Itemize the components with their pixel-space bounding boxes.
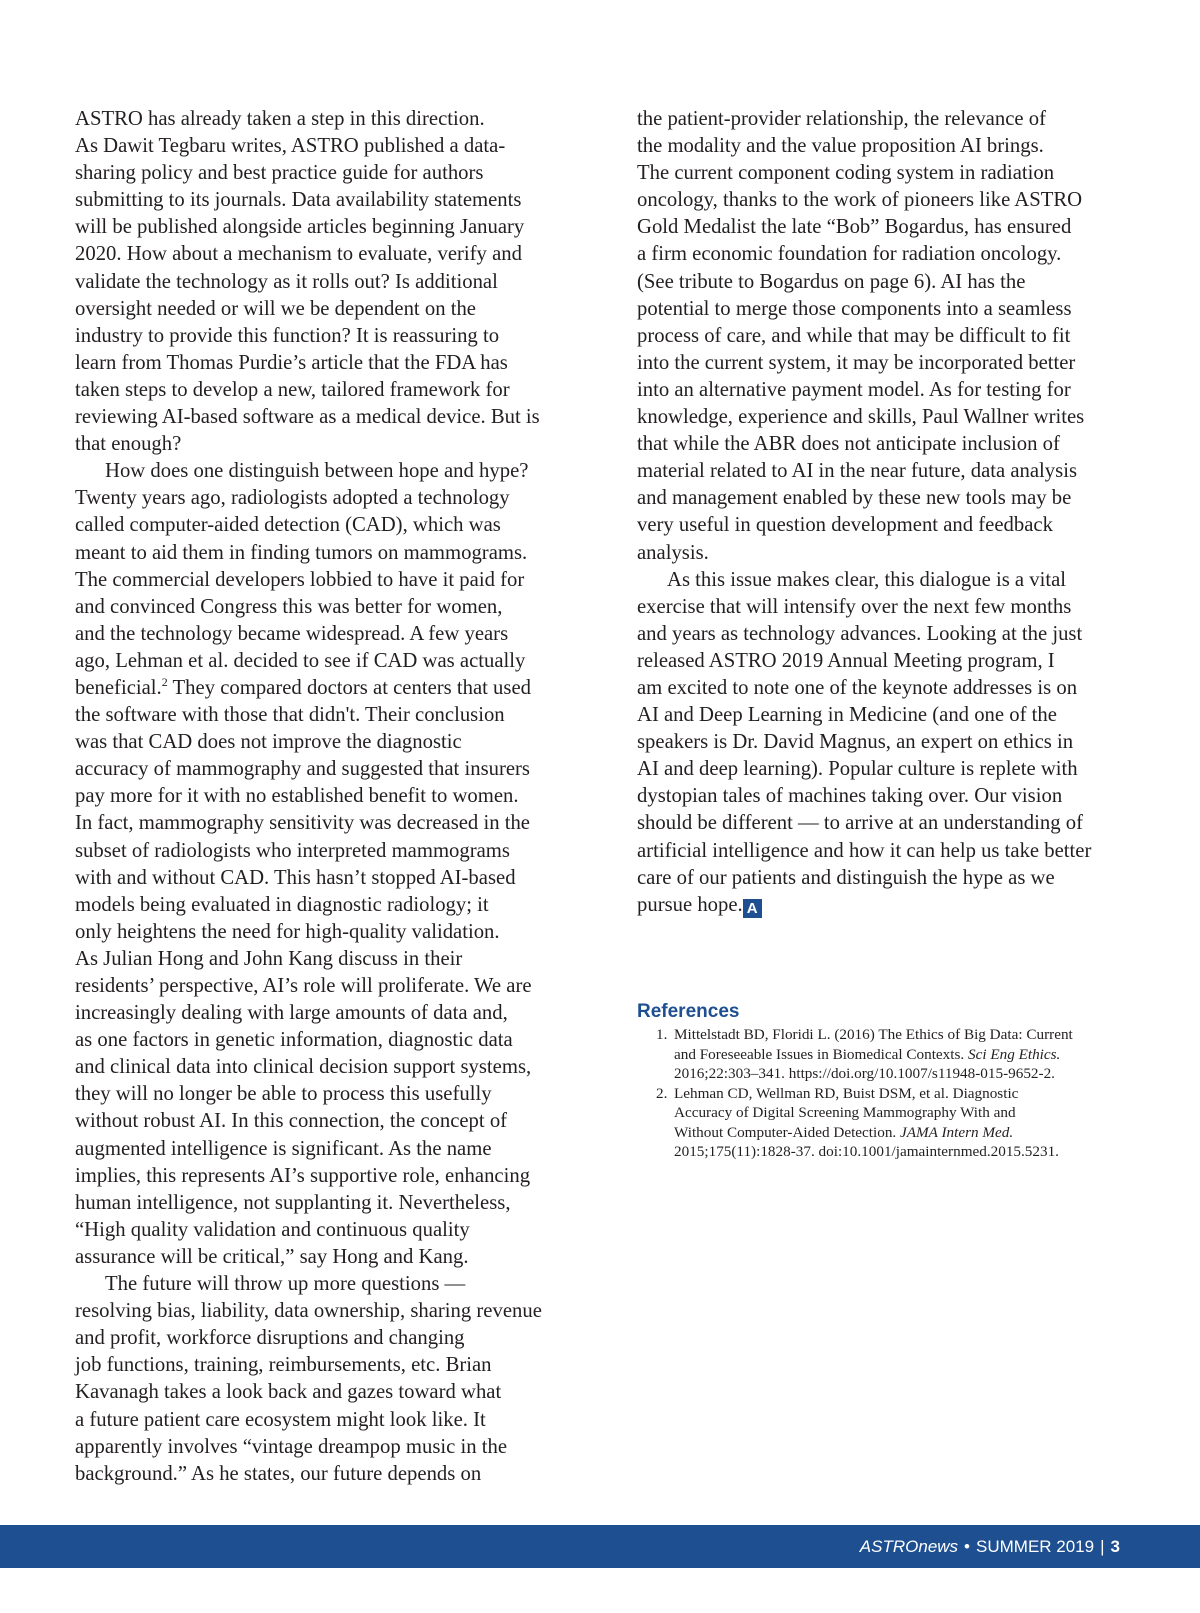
references-list xyxy=(637,1025,1137,1162)
footer-text xyxy=(860,1525,1120,1568)
left-column xyxy=(75,106,571,1488)
left-paragraph-3: The future will throw up more questions — resolving bias, liability, data ownership, sharing revenue and profit, workforce disruptions and changing job functions, training, reimbursements, etc. Brian Kavanagh takes a look back and gazes toward what a future patient care ecosystem might look like. It apparently involves “vintage dreampop music in the background.” As he states, our future depends on xyxy=(75,1273,542,1485)
right-paragraph-1: the patient-provider relationship, the relevance of the modality and the value proposition AI brings. The current component coding system in radiation oncology, thanks to the work of pioneers like ASTRO Gold Medalist the late “Bob” Bogardus, has ensured a firm economic foundation for radiation oncology. (See tribute to Bogardus on page 6). AI has the potential to merge those components into a seamless process of care, and while that may be difficult to fit into the current system, it may be incorporated better into an alternative payment model. As for testing for knowledge, experience and skills, Paul Wallner writes that while the ABR does not anticipate inclusion of material related to AI in the near future, data analysis and management enabled by these new tools may be very useful in question development and feedback analysis. xyxy=(637,108,1085,564)
footnote-line: beneficial.$^2$ They compared doctors at centers that used xyxy=(75,675,531,699)
page-number: 3 xyxy=(1110,1537,1120,1556)
reference-item: 1. Mittelstadt BD, Floridi L. (2016) The Ethics of Big Data: Current and Foreseeable Issues in Biomedical Contexts. Sci Eng Ethics. 2016;22:303–341. https://doi.org/10.1007/s11948-015-9652-2. xyxy=(656,1026,1073,1082)
footnote-reference-2: 2 xyxy=(161,675,168,690)
left-paragraph-2: How does one distinguish between hope and hype? Twenty years ago, radiologists adopted a technology called computer-aided detection (CAD), which was meant to aid them in finding tumors on mammograms. The commercial developers lobbied to have it paid for and convinced Congress this was better for women, and the technology became widespread. A few years ago, Lehman et al. decided to see if CAD was actually beneficial.$^2$ They compared doctors at centers that used the software with those that didn't. Their conclusion was that CAD does not improve the diagnostic accuracy of mammography and suggested that insurers pay more for it with no established benefit to women. In fact, mammography sensitivity was decreased in the subset of radiologists who interpreted mammograms with and without CAD. This hasn’t stopped AI-based models being evaluated in diagnostic radiology; it only heightens the need for high-quality validation. As Julian Hong and John Kang discuss in their residents’ perspective, AI’s role will proliferate. We are increasingly dealing with large amounts of data and, as one factors in genetic information, diagnostic data and clinical data into clinical decision support systems, they will no longer be able to process this usefully without robust AI. In this connection, the concept of augmented intelligence is significant. As the name implies, this represents AI’s supportive role, enhancing human intelligence, not supplanting it. Nevertheless, “High quality validation and continuous quality assurance will be critical,” say Hong and Kang. xyxy=(75,458,571,1271)
footer-divider: | xyxy=(1100,1537,1105,1556)
right-column xyxy=(637,106,1115,919)
publication-name: ASTROnews xyxy=(859,1537,959,1556)
closing-line: pursue hope. A xyxy=(637,892,1115,919)
issue-label: SUMMER 2019 xyxy=(976,1537,1095,1556)
left-paragraph-1: ASTRO has already taken a step in this direction. As Dawit Tegbaru writes, ASTRO published a data- sharing policy and best practice guide for authors submitting to its journals. Data availability statements will be published alongside articles beginning January 2020. How about a mechanism to evaluate, verify and validate the technology as it rolls out? Is additional oversight needed or will we be dependent on the industry to provide this function? It is reassuring to learn from Thomas Purdie’s article that the FDA has taken steps to develop a new, tailored framework for reviewing AI-based software as a medical device. But is that enough? xyxy=(75,108,540,456)
right-paragraph-2: As this issue makes clear, this dialogue is a vital exercise that will intensify over the next few months and years as technology advances. Looking at the just released ASTRO 2019 Annual Meeting program, I am excited to note one of the keynote addresses is on AI and Deep Learning in Medicine (and one of the speakers is Dr. David Magnus, an expert on ethics in AI and deep learning). Popular culture is replete with dystopian tales of machines taking over. Our vision should be different — to arrive at an understanding of artificial intelligence and how it can help us take better care of our patients and distinguish the hype as we pursue hope. A xyxy=(637,567,1115,919)
reference-item: 2. Lehman CD, Wellman RD, Buist DSM, et al. Diagnostic Accuracy of Digital Screening Mammography With and Without Computer-Aided Detection. JAMA Intern Med. 2015;175(11):1828-37. doi:10.1001/jamainternmed.2015.5231. xyxy=(656,1084,1059,1160)
astro-end-mark-icon: A xyxy=(743,899,762,918)
references-section xyxy=(637,1001,1137,1162)
footer-bar xyxy=(0,1525,1200,1568)
references-heading: References xyxy=(637,1001,740,1022)
footer-separator: • xyxy=(964,1537,970,1556)
